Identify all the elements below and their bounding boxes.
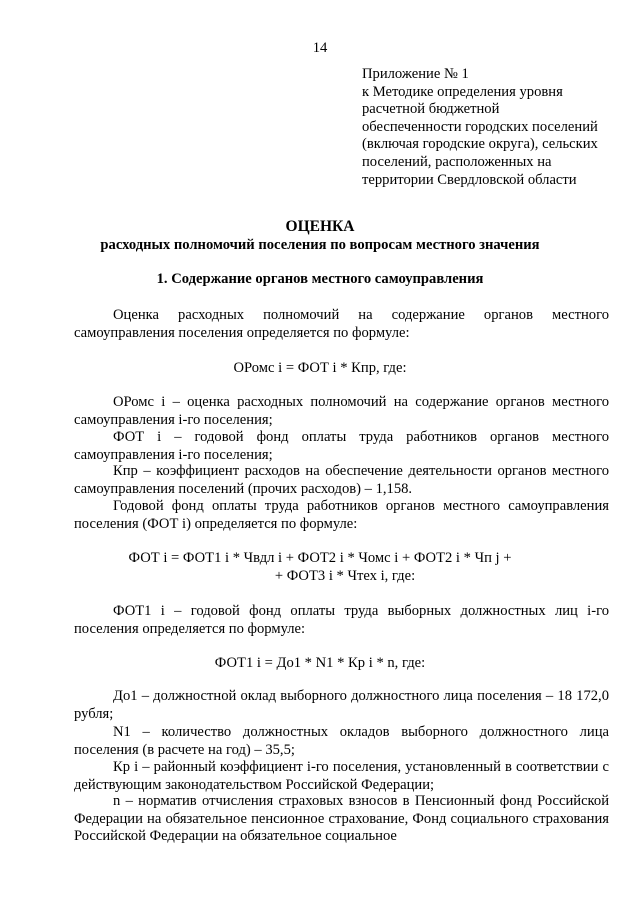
paragraph-intro: Оценка расходных полномочий на содержание органов местного самоуправления поселения определяется по формуле: — [74, 307, 609, 341]
formula-fot1: ФОТ1 i = До1 * N1 * Кр i * n, где: — [214, 655, 426, 671]
definition-do1: До1 – должностной оклад выборного должностного лица поселения – 18 172,0 рубля; — [74, 688, 609, 722]
annex-line: к Методике определения уровня — [362, 83, 563, 100]
definition-fot: ФОТ i – годовой фонд оплаты труда работников органов местного самоуправления i-го поселения; — [74, 429, 609, 463]
annex-line: обеспеченности городских поселений — [362, 118, 598, 135]
formula-fot-line1: ФОТ i = ФОТ1 i * Чвдл i + ФОТ2 i * Чомс i + ФОТ2 i * Чп j + — [128, 550, 512, 566]
formula-fot-line2: + ФОТ3 i * Чтех i, где: — [274, 568, 416, 584]
formula-oroms: ОРомс i = ФОТ i * Кпр, где: — [233, 360, 407, 376]
paragraph-fot-intro: Годовой фонд оплаты труда работников органов местного самоуправления поселения (ФОТ i) определяется по формуле: — [74, 498, 609, 532]
definition-fot1: ФОТ1 i – годовой фонд оплаты труда выборных должностных лиц i-го поселения определяется по формуле: — [74, 603, 609, 637]
annex-line: Приложение № 1 — [362, 66, 469, 82]
document-title: ОЦЕНКА — [285, 218, 355, 235]
definition-oroms: ОРомс i – оценка расходных полномочий на содержание органов местного самоуправления i-го поселения; — [74, 394, 609, 428]
definition-kr: Кр i – районный коэффициент i-го поселения, установленный в соответствии с действующим законодательством Российской Федерации; — [74, 759, 609, 793]
annex-line: расчетной бюджетной — [362, 101, 500, 118]
page-number: 14 — [312, 40, 328, 56]
section-heading: 1. Содержание органов местного самоуправления — [156, 271, 484, 287]
definition-kpr: Кпр – коэффициент расходов на обеспечение деятельности органов местного самоуправления поселений (прочих расходов) – 1,158. — [74, 463, 609, 497]
definition-n1: N1 – количество должностных окладов выборного должностного лица поселения (в расчете на год) – 35,5; — [74, 724, 609, 758]
annex-line: территории Свердловской области — [362, 171, 577, 188]
annex-block — [362, 66, 634, 189]
document-subtitle: расходных полномочий поселения по вопросам местного значения — [100, 237, 540, 253]
annex-line: поселений, расположенных на — [362, 153, 552, 170]
annex-line: (включая городские округа), сельских — [362, 136, 598, 153]
definition-n: n – норматив отчисления страховых взносов в Пенсионный фонд Российской Федерации на обязательное пенсионное страхование, Фонд социального страхования Российской Федерации на обязательное социальное — [74, 793, 609, 845]
